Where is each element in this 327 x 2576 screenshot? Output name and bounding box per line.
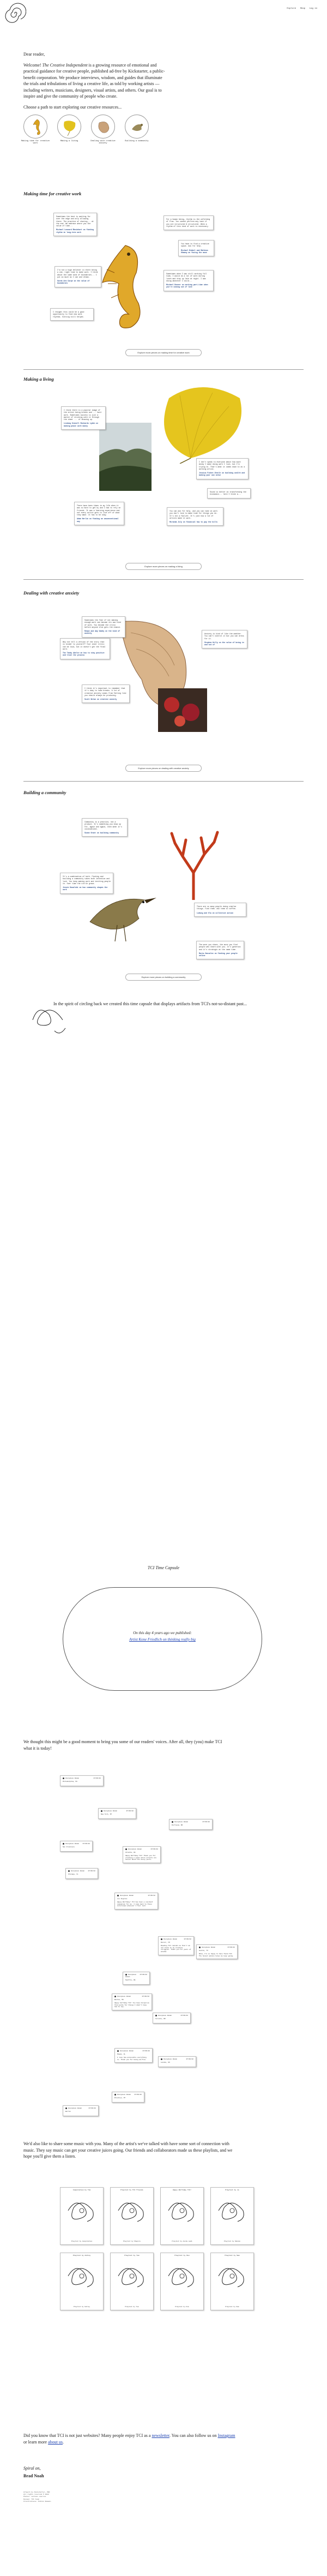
- playlist-caption: Playlist by Shapiro: [123, 2241, 141, 2242]
- section-title-community: Building a community: [23, 790, 66, 795]
- note-text: It's a combination of both. Finding and building a community takes both intention and luck. You keep making work and inviting people in. Over time the circle grows.: [63, 875, 111, 885]
- reader-record[interactable]: [153, 2013, 191, 2023]
- capsule-article-link[interactable]: Artist Kone Friedlich on thinking really big: [129, 1637, 196, 1642]
- capsule-title: TCI Time Capsule: [147, 1565, 180, 1570]
- instagram-link[interactable]: Instagram: [217, 2433, 235, 2438]
- record-text: Reading TCI reminds me that I am not alone in my creative struggles. Thank you for years of wisdom.: [161, 1944, 191, 1953]
- playlist-caption: Playlist by Nobuko: [223, 2241, 241, 2242]
- avatar-dot-icon: [161, 1938, 162, 1940]
- capsule-line: On this day 4 years ago we published:: [133, 1631, 192, 1635]
- path-circle-time[interactable]: [23, 115, 47, 139]
- note-attribution[interactable]: The Tandy Abelev on how to stay positive and trust the process: [63, 652, 105, 657]
- record-header: [68, 1870, 95, 1872]
- playlist-doodle-icon: [113, 2260, 151, 2292]
- note-text: You have to find a creative space. Ask for help.: [181, 243, 209, 248]
- record-header: [114, 2094, 142, 2096]
- signoff: Spiral on,: [23, 2466, 41, 2471]
- record-author: [161, 1938, 177, 1941]
- note-text: For a human being, rhythm is the unfolding of flow. You cannot perform any task if you are structured & structured. When a rhythm of this kind of work is necessary.: [166, 218, 210, 227]
- quote-note-community-3[interactable]: [194, 903, 246, 917]
- about-link[interactable]: about us: [48, 2439, 63, 2445]
- record-name: Anonymous Human: [120, 2050, 134, 2052]
- coral-image: [164, 818, 223, 900]
- reader-record[interactable]: [63, 2105, 99, 2116]
- record-author: [114, 1996, 131, 1998]
- playlist-card[interactable]: [110, 2187, 154, 2245]
- record-name: Anonymous Human: [65, 1778, 80, 1780]
- top-nav: [284, 8, 317, 10]
- record-place: Austin, TX: [199, 1950, 208, 1952]
- avatar-dot-icon: [172, 1821, 173, 1823]
- playlist-title: Playlist by Ashley: [72, 2255, 91, 2256]
- newsletter-link[interactable]: newsletter: [152, 2433, 169, 2438]
- note-text: The more you share, the more you find people who share with you. It's generous and it's strategic at the same time.: [199, 944, 241, 951]
- record-header: [155, 2015, 188, 2017]
- shell-icon: [92, 115, 116, 139]
- quote-note-time-6[interactable]: [50, 308, 94, 321]
- quote-note-anxiety-4[interactable]: [82, 684, 130, 703]
- record-header: [117, 2050, 150, 2052]
- playlist-doodle-icon: [163, 2260, 201, 2292]
- seahorse-image: [93, 240, 153, 365]
- note-attribution[interactable]: Simon Grant on building community: [84, 832, 119, 834]
- avatar-dot-icon: [114, 1996, 116, 1997]
- intro-text-c: is a growing resource of emotional and practical guidance for creative people, published ad-free by Kickstarter, a public-benefit corporation. We produce interviews, wisdom, and guides that illuminate the trials and tribulations of living a creative life, as told by working artists — including writers, musicians, designers, visual artists, and others. Our goal is to inspire and give the community of people who create.: [23, 62, 165, 99]
- playlist-caption: Playlist by Kim: [175, 2306, 189, 2308]
- playlist-caption: Playlist by Compilation: [71, 2241, 93, 2242]
- record-header: [161, 1938, 191, 1941]
- reader-record[interactable]: [158, 2056, 196, 2067]
- record-header: [114, 1996, 149, 1998]
- path-circle-community[interactable]: [125, 115, 149, 139]
- avatar-dot-icon: [68, 1870, 70, 1872]
- nav-login-link[interactable]: Log in: [309, 8, 317, 10]
- note-attribution[interactable]: Michael Leonard Rheinhart on finding rhythm in long-term work: [56, 229, 94, 233]
- note-text: I think it's important to remember that it's okay to take breaks. A lot of creative anxiety comes from feeling like you should always be producing.: [84, 687, 126, 696]
- record-date: 07/06/22: [126, 1810, 134, 1812]
- record-name: Anonymous Human: [164, 1938, 178, 1941]
- intro-letter: [23, 51, 165, 115]
- quote-note-living-3[interactable]: [207, 488, 251, 499]
- record-author: [125, 1848, 142, 1851]
- record-place: Seattle, WA: [125, 1979, 136, 1981]
- reader-record[interactable]: [158, 1936, 194, 1955]
- note-text: I'm not a huge believer in there being a one, right time to make work. I think about the same kind of boundaries... I put as much as I can and dream.: [57, 269, 98, 278]
- outro-text-c: or learn more: [23, 2439, 49, 2445]
- record-header: [172, 1821, 210, 1823]
- path-label-time[interactable]: Making time for creative work: [21, 140, 50, 145]
- quote-note-time-2[interactable]: [164, 215, 214, 230]
- avatar-dot-icon: [125, 1974, 127, 1975]
- playlist-title: Playlist by TCI friends: [120, 2189, 143, 2191]
- record-name: Anonymous Human: [128, 1848, 142, 1851]
- quote-note-living-5[interactable]: [167, 507, 223, 526]
- record-date: 07/06/22: [184, 1938, 191, 1940]
- record-name: Anonymous Human: [117, 1996, 131, 1998]
- record-place: Philadelphia, PA: [63, 1781, 77, 1783]
- seahorse-icon: [24, 115, 48, 139]
- note-attribution[interactable]: Michael Bidmil and Mathews Ohmany on facing the muse: [181, 249, 208, 254]
- record-place: Brooklyn, NY: [114, 2097, 126, 2099]
- record-header: [63, 1778, 101, 1780]
- record-text: Whoa, I'm so happy to have found TCI. The honest advice helps me keep going.: [199, 1953, 234, 1957]
- avatar-dot-icon: [155, 2015, 157, 2016]
- note-text: Anxiety is kind of like the weather. You can't control it but you can dress for it.: [204, 633, 244, 640]
- footer-line: Illustrations: Public Domain: [23, 2500, 51, 2502]
- path-selector: [21, 115, 187, 145]
- footer-line: Design: TCI team: [23, 2498, 39, 2500]
- publication-name: The Creative Independent: [42, 62, 88, 68]
- section-title-anxiety: Dealing with creative anxiety: [23, 590, 80, 596]
- landscape-photo: [99, 423, 152, 491]
- playlist-doodle-icon: [163, 2194, 201, 2227]
- note-attribution[interactable]: Sarah Arm Carpe on the value of boundaries: [57, 280, 90, 285]
- record-date: 07/06/22: [186, 2058, 193, 2060]
- record-name: Anonymous Human: [164, 2058, 178, 2061]
- footer-line: Artwork by Kickstarter, PBC: [23, 2491, 50, 2493]
- quote-note-community-4[interactable]: [196, 941, 244, 959]
- note-attribution[interactable]: Jessie Kowalski on how community shapes the work: [63, 886, 108, 891]
- quote-note-time-4[interactable]: [178, 240, 214, 256]
- record-header: [117, 1895, 155, 1897]
- playlist-card[interactable]: [60, 2253, 104, 2310]
- record-date: 07/06/22: [88, 2107, 96, 2109]
- record-header: [63, 1843, 90, 1845]
- record-author: [125, 1974, 140, 1978]
- playlist-doodle-icon: [63, 2194, 101, 2227]
- avatar-dot-icon: [63, 1843, 64, 1845]
- playlist-title: Playlist by Kim: [174, 2255, 190, 2256]
- note-text: Community is a practice, not a product. It's something you show up for, again and again, even when it's inconvenient.: [84, 821, 122, 830]
- record-place: Boston, MA: [114, 1999, 124, 2001]
- outro-text-a: Did you know that TCI is not just websites? Many people enjoy TCI as a: [23, 2433, 152, 2438]
- record-date: 07/06/22: [82, 1843, 90, 1845]
- note-text: Sometimes when I was still working full time, I would do a lot of work during lunch and stay up late at night. I was doing whatever I could...: [166, 273, 207, 282]
- note-attribution[interactable]: Miranda July on financial how to pay the bills: [169, 521, 217, 524]
- reader-record[interactable]: [123, 1846, 161, 1863]
- record-place: London, UK: [161, 2062, 170, 2064]
- quote-note-time-3[interactable]: [55, 266, 101, 287]
- playlist-doodle-icon: [213, 2260, 251, 2292]
- music-intro: We'd also like to share some music with you. Many of the artist's we've talked with have some sort of connection with music. They say music can get your creative juices going. Our friends and collaborators made us these playlists, and we hope you'll give them a listen.: [23, 2141, 233, 2159]
- quote-note-time-5[interactable]: [164, 270, 214, 291]
- path-label-living[interactable]: Making a living: [60, 140, 78, 142]
- record-place: New York, NY: [101, 1814, 112, 1816]
- avatar-dot-icon: [101, 1810, 102, 1812]
- playlist-title: Happy Birthday TCI!: [172, 2189, 192, 2191]
- ginkgo-leaf-icon: [58, 115, 82, 139]
- quote-note-living-4[interactable]: [74, 502, 124, 525]
- record-place: San Francisco: [63, 1846, 75, 1848]
- avatar-dot-icon: [117, 1895, 119, 1896]
- playlist-card[interactable]: [110, 2253, 154, 2310]
- record-author: [117, 1895, 134, 1897]
- quote-note-living-2[interactable]: [196, 458, 249, 479]
- footer-credits: [23, 2491, 51, 2503]
- note-attribution[interactable]: Robyn and Amy Wadey on the kind of anxiety: [84, 630, 120, 635]
- record-date: 07/06/22: [142, 2050, 150, 2052]
- quote-note-anxiety-2[interactable]: [202, 630, 247, 648]
- playlist-card[interactable]: [60, 2187, 104, 2245]
- note-text: Sometimes the fear of not making enough work can become its own kind of work. You become the critic before anyone else gets the chance.: [84, 619, 121, 628]
- avatar-dot-icon: [63, 1778, 64, 1779]
- quote-note-anxiety-3[interactable]: [60, 638, 110, 659]
- record-author: [63, 1843, 79, 1845]
- reader-record[interactable]: [123, 1972, 150, 1985]
- reader-record[interactable]: [65, 1868, 98, 1879]
- capsule-intro: In the spirit of circling back we created this time capsule that displays artifacts from TCI's not-so-distant past...: [53, 1001, 247, 1006]
- note-text: I think there is a popular image of the artist being broken and ... hard work. Sometimes success is just a matter of sticking with it through the sheer ... of showing up.: [64, 409, 101, 421]
- record-name: Anonymous Human: [71, 1870, 85, 1872]
- reader-record[interactable]: [169, 1819, 213, 1830]
- note-attribution[interactable]: Adam Herlin on finding an unconventional way: [77, 518, 119, 523]
- record-date: 07/06/22: [88, 1870, 95, 1872]
- section-divider: [23, 369, 304, 370]
- record-place: Chicago, IL: [68, 1874, 78, 1876]
- spiral-logo-icon[interactable]: [3, 2, 26, 25]
- reader-record[interactable]: [98, 1808, 136, 1819]
- record-place: Los Angeles: [117, 1898, 128, 1900]
- record-author: [199, 1947, 215, 1949]
- note-text: You can ask for help, and you can take on work you don't love to make time for things you do. It's not a failure. It's just how a lot of artists make it work.: [169, 510, 217, 519]
- note-text: I don't speak to everyone about how much money I make doing work I love, but I'm trying to. That's what it comes down to as a working artist.: [199, 461, 245, 470]
- record-text: Happy Birthday! TCI has been a constant companion for me. I come back to these interviews whenever I feel lost.: [117, 1901, 153, 1907]
- record-author: [161, 2058, 177, 2061]
- ginkgo-leaf-image: [153, 382, 251, 464]
- record-date: 07/06/22: [140, 1974, 147, 1975]
- nav-explore-link[interactable]: Explore: [287, 8, 296, 10]
- avatar-dot-icon: [125, 1848, 127, 1850]
- note-attribution[interactable]: Scott Nolan on creative anxiety: [84, 698, 117, 701]
- note-text: I thought this could be a good opportunity to find new work rhythms. Sitting still helped.: [53, 311, 84, 318]
- intro-paragraph: [23, 62, 165, 100]
- bird-icon: [125, 115, 149, 139]
- avatar-dot-icon: [117, 2050, 119, 2052]
- playlist-title: Playlist by Jo: [225, 2189, 239, 2191]
- record-author: [172, 1821, 188, 1823]
- note-attribution[interactable]: Stephen Kelly on the value of being in and not of: [204, 641, 244, 646]
- playlist-doodle-icon: [63, 2260, 101, 2292]
- record-date: 07/06/22: [180, 2015, 188, 2016]
- record-place: Denver, CO: [161, 1942, 170, 1944]
- quote-note-community-1[interactable]: [82, 818, 128, 837]
- avatar-dot-icon: [161, 2058, 162, 2060]
- record-name: Anonymous Human: [68, 2107, 82, 2110]
- note-text: Sometimes the best is waiting for over the edge and only allowing there. The practice of sharing... at the end. We embrace where you the value of time...: [56, 215, 94, 227]
- readers-intro: We thought this might be a good moment to bring you some of our readers' voices. After all, they (you) make TCI what it is today!: [23, 1739, 222, 1751]
- note-attribution[interactable]: Maria Gonzalez on finding your people online: [199, 952, 238, 957]
- record-date: 07/06/22: [93, 1778, 101, 1779]
- footer-line: Photos: various sources: [23, 2496, 46, 2498]
- record-place: Atlanta, GA: [125, 1852, 136, 1854]
- note-text: Why not tell a version of the story that is kinder to yourself? Your inner critic can be loud, but it doesn't get the final word.: [63, 641, 106, 650]
- record-name: Anonymous Human: [174, 1821, 189, 1823]
- record-place: Portland, OR: [172, 1824, 183, 1827]
- record-header: [161, 2058, 193, 2061]
- record-date: 07/06/22: [148, 1895, 155, 1896]
- note-text: Sound is better at transforming the economics... here I think a...: [210, 491, 246, 496]
- playlist-card[interactable]: [210, 2187, 254, 2245]
- playlist-caption: Playlist by Aisha Lamb: [172, 2241, 192, 2242]
- playlist-title: Playlist by Tom: [124, 2255, 140, 2256]
- record-author: [68, 1870, 84, 1872]
- record-author: [117, 2050, 134, 2052]
- playlist-caption: Playlist by Ashley: [73, 2306, 90, 2308]
- record-name: Anonymous Human: [104, 1810, 118, 1812]
- intro-text-a: Welcome!: [23, 62, 43, 68]
- reader-record[interactable]: [114, 1893, 158, 1910]
- reader-record[interactable]: [112, 2092, 144, 2103]
- note-attribution[interactable]: Jessica Fisher-Steele on building wealth and making your own value: [199, 472, 245, 477]
- greeting: Dear reader,: [23, 52, 45, 57]
- explore-time-button[interactable]: Explore more pieces on making time for creative work: [125, 349, 202, 356]
- section-title-living: Making a living: [23, 376, 54, 382]
- path-circle-anxiety[interactable]: [91, 115, 115, 139]
- quote-note-living-1[interactable]: [61, 406, 106, 430]
- record-text: I love how accessible everything is. Thank you for being ad-free.: [117, 2056, 147, 2061]
- record-place: Berlin: [65, 2111, 71, 2113]
- note-text: There have been times in my life when it was so hard to get by and I had to rely on friends. It was a learning experience and not every artist gets to live off of what they make. It has to be okay.: [77, 505, 121, 517]
- record-author: [65, 2107, 82, 2110]
- record-place: Toronto, ON: [155, 2018, 166, 2020]
- record-header: [125, 1848, 158, 1851]
- reader-record[interactable]: [60, 1841, 93, 1852]
- playlist-title: Compilation by Tim: [72, 2189, 91, 2191]
- explore-living-button[interactable]: Explore more pieces on making a living: [125, 563, 202, 570]
- signature: Brad Noah: [23, 2473, 44, 2478]
- flowers-photo: [158, 688, 207, 732]
- quote-note-community-2[interactable]: [60, 873, 113, 894]
- record-name: Anonymous Human: [117, 2094, 131, 2096]
- playlist-card[interactable]: [160, 2253, 204, 2310]
- record-author: [114, 2094, 131, 2096]
- playlist-card[interactable]: [210, 2253, 254, 2310]
- record-header: [101, 1810, 134, 1812]
- section-title-time: Making time for creative work: [23, 191, 82, 196]
- path-label-anxiety[interactable]: Dealing with creative anxiety: [90, 140, 116, 145]
- path-label-community[interactable]: Building a community: [125, 140, 149, 142]
- record-header: [199, 1947, 235, 1949]
- note-attribution[interactable]: Ludwig and Ola on collective action: [197, 911, 233, 914]
- path-circle-living[interactable]: [57, 115, 81, 139]
- reader-record[interactable]: [60, 1775, 104, 1786]
- record-name: Anonymous Human: [202, 1947, 216, 1949]
- choose-path-text: Choose a path to start exploring our creative resources...: [23, 104, 122, 110]
- nav-shop-link[interactable]: Shop: [300, 8, 306, 10]
- record-name: Anonymous Human: [158, 2015, 172, 2017]
- record-author: [63, 1778, 79, 1780]
- playlist-doodle-icon: [113, 2194, 151, 2227]
- playlist-doodle-icon: [213, 2194, 251, 2227]
- quote-note-time-1[interactable]: [53, 213, 97, 236]
- outro-text-b: . You can also follow us on: [169, 2433, 218, 2438]
- note-text: There are so many people doing similar things. Find them. Ask them to coffee.: [197, 905, 237, 910]
- record-date: 07/06/22: [142, 1996, 149, 1997]
- record-date: 07/06/22: [134, 2094, 142, 2095]
- playlist-title: Playlist by Sam: [225, 2255, 240, 2256]
- explore-community-button[interactable]: Explore more pieces on building a community: [125, 974, 202, 981]
- section-divider: [23, 579, 304, 580]
- note-attribution[interactable]: Lindsay Kinnell Richards Lyden on making peace with money: [64, 422, 99, 427]
- playlist-caption: Playlist by Sam: [225, 2306, 239, 2308]
- record-name: Anonymous Human: [65, 1843, 80, 1845]
- section-divider: [23, 781, 304, 782]
- outro-paragraph: [23, 2433, 236, 2445]
- note-attribution[interactable]: Michael Dunner on working part-time when you're coming out of love: [166, 284, 208, 289]
- footer-line: All rights reserved © 2022: [23, 2494, 49, 2496]
- reader-record[interactable]: [112, 1993, 152, 2010]
- record-place: Miami, FL: [117, 2053, 126, 2056]
- record-text: Happy Birthday TCI! Thank you for creating a space where artists are honest about the messy parts.: [125, 1854, 157, 1861]
- explore-anxiety-button[interactable]: Explore more pieces on dealing with creative anxiety: [125, 765, 202, 772]
- record-date: 07/06/22: [150, 1848, 158, 1850]
- avatar-dot-icon: [114, 2094, 116, 2095]
- playlist-card[interactable]: [160, 2187, 204, 2245]
- record-date: 07/06/22: [202, 1821, 210, 1823]
- record-name: Anonymous Human: [120, 1895, 134, 1897]
- record-header: [125, 1974, 147, 1978]
- quote-note-anxiety-1[interactable]: [82, 616, 125, 638]
- playlist-caption: Playlist by Tom: [125, 2306, 139, 2308]
- record-name: Anonymous Human: [125, 1974, 137, 1978]
- reader-record[interactable]: [114, 2048, 153, 2063]
- outro-text-d: .: [62, 2439, 64, 2445]
- record-header: [65, 2107, 96, 2110]
- reader-record[interactable]: [196, 1944, 238, 1959]
- record-date: 07/06/22: [227, 1947, 235, 1948]
- record-author: [101, 1810, 117, 1812]
- avatar-dot-icon: [199, 1947, 201, 1948]
- avatar-dot-icon: [65, 2107, 67, 2109]
- record-author: [155, 2015, 172, 2017]
- record-text: Happy birthday TCI! You have helped me find words for things I didn't know how to say.: [114, 2002, 149, 2008]
